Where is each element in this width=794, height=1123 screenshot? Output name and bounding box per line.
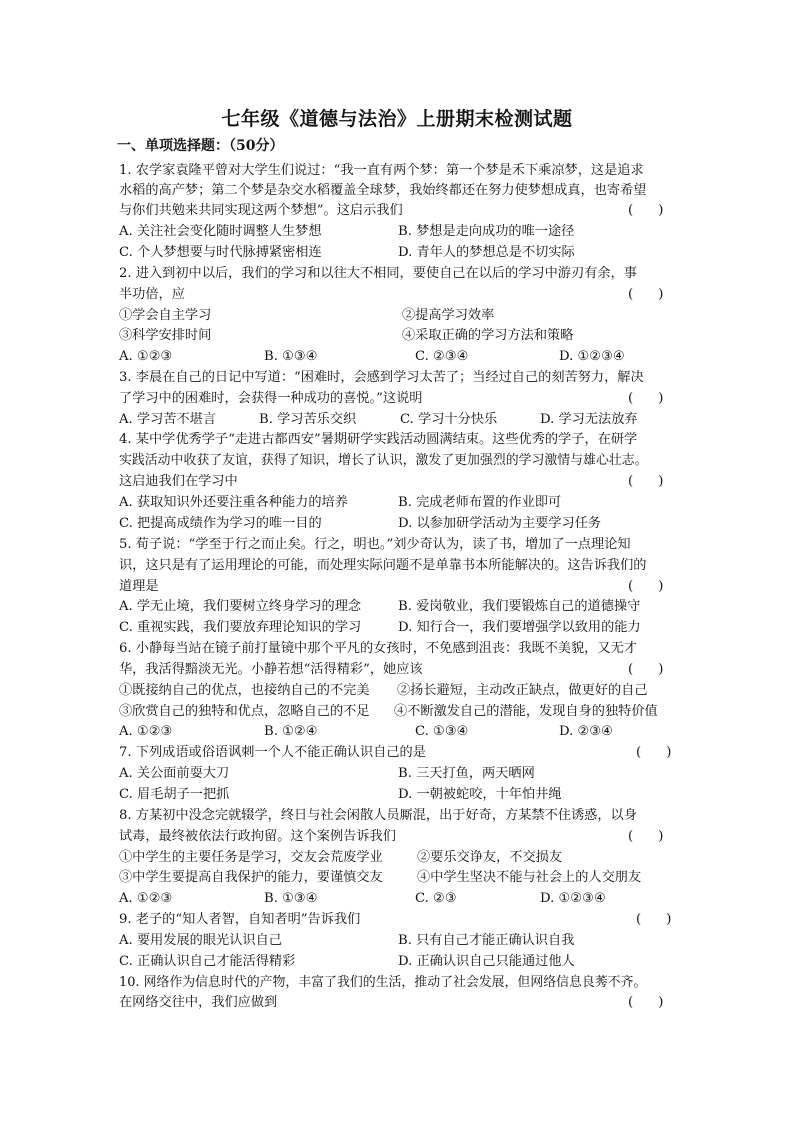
statement-1: ①既接纳自己的优点，也接纳自己的不完美: [119, 683, 370, 698]
statement-4: ④不断激发自己的潜能，发现自身的独特价值: [394, 704, 658, 719]
question-10-line: 在网络交往中，我们应做到: [119, 995, 278, 1010]
statement-4: ④中学生坚决不能与社会上的人交朋友: [417, 870, 642, 885]
question-2-line: 半功倍，应: [119, 287, 185, 302]
statement-2: ②要乐交诤友，不交损友: [417, 850, 563, 865]
option-b: B. 梦想是走向成功的唯一途径: [398, 224, 575, 239]
question-1-line: 与你们共勉来共同实现这两个梦想”。这启示我们: [119, 203, 403, 218]
option-c: C. 个人梦想要与时代脉搏紧密相连: [119, 245, 322, 260]
answer-blank: ( ): [636, 745, 672, 760]
option-a: A. 获取知识外还要注重各种能力的培养: [119, 495, 348, 510]
answer-blank: ( ): [628, 474, 664, 489]
statement-1: ①学会自主学习: [119, 308, 212, 323]
option-b: B. ①③④: [264, 349, 318, 364]
question-7-line: 7. 下列成语或俗语讽刺一个人不能正确认识自己的是: [119, 745, 426, 760]
question-8-line: 试毒，最终被依法行政拘留。这个案例告诉我们: [119, 829, 396, 844]
option-a: A. ①②③: [119, 891, 173, 906]
statement-4: ④采取正确的学习方法和策略: [402, 328, 574, 343]
option-d: D. 学习无法放弃: [540, 412, 638, 427]
option-d: D. 知行合一，我们要增强学以致用的能力: [398, 620, 641, 635]
option-d: D. 以参加研学活动为主要学习任务: [398, 516, 602, 531]
answer-blank: ( ): [636, 912, 672, 927]
option-a: A. 学习苦不堪言: [119, 412, 217, 427]
answer-blank: ( ): [628, 203, 664, 218]
statement-3: ③欣赏自己的独特和优点，忽略自己的不足: [119, 704, 370, 719]
question-3-line: 3. 李晨在自己的日记中写道：“困难时，会感到学习太苦了；当经过自己的刻苦努力，解决: [119, 370, 644, 385]
section-heading: 一、单项选择题：（50分）: [117, 138, 284, 154]
question-5-line: 识，这只是有了运用理论的可能，而处理实际问题不是单靠书本所能解决的。这告诉我们的: [119, 558, 647, 573]
option-b: B. 三天打鱼，两天晒网: [398, 766, 535, 781]
option-b: B. 爱岗敬业，我们要锻炼自己的道德操守: [398, 599, 641, 614]
option-a: A. ①②③: [119, 724, 173, 739]
answer-blank: ( ): [628, 829, 664, 844]
question-5-line: 5. 荀子说：“学至于行之而止矣。行之，明也。”刘少奇认为，读了书，增加了一点理论知: [119, 537, 631, 552]
statement-2: ②扬长避短，主动改正缺点，做更好的自己: [397, 683, 648, 698]
option-b: B. 学习苦乐交织: [259, 412, 357, 427]
answer-blank: ( ): [628, 579, 664, 594]
page-title: 七年级《道德与法治》上册期末检测试题: [221, 108, 573, 130]
statement-2: ②提高学习效率: [402, 308, 495, 323]
option-a: A. 要用发展的眼光认识自己: [119, 933, 282, 948]
option-d: D. 青年人的梦想总是不切实际: [398, 245, 575, 260]
question-2-line: 2. 进入到初中以后，我们的学习和以往大不相同，要使自己在以后的学习中游刃有余，事: [119, 266, 637, 281]
answer-blank: ( ): [628, 391, 664, 406]
option-a: A. 关注社会变化随时调整人生梦想: [119, 224, 322, 239]
option-b: B. ①③④: [264, 891, 318, 906]
question-10-line: 10. 网络作为信息时代的产物，丰富了我们的生活，推动了社会发展，但网络信息良莠不齐。: [119, 975, 647, 990]
question-6-line: 6. 小静每当站在镜子前打量镜中那个平凡的女孩时，不免感到沮丧：我既不美貌，又无才: [119, 641, 637, 656]
question-6-line: 华，我活得黯淡无光。小静若想“活得精彩”，她应该: [119, 662, 423, 677]
statement-3: ③科学安排时间: [119, 328, 212, 343]
option-c: C. ②③: [415, 891, 457, 906]
option-a: A. 关公面前耍大刀: [119, 766, 230, 781]
answer-blank: ( ): [628, 662, 664, 677]
option-a: A. ①②③: [119, 349, 173, 364]
option-c: C. 眉毛胡子一把抓: [119, 787, 230, 802]
option-d: D. ②③④: [559, 724, 613, 739]
option-b: B. 完成老师布置的作业即可: [398, 495, 562, 510]
option-b: B. ①②④: [264, 724, 318, 739]
question-1-line: 水稻的高产梦；第二个梦是杂交水稻覆盖全球梦，我始终都还在努力使梦想成真，也寄希望: [119, 183, 647, 198]
statement-1: ①中学生的主要任务是学习，交友会荒废学业: [119, 850, 383, 865]
question-8-line: 8. 方某初中没念完就辍学，终日与社会闲散人员厮混，出于好奇，方某禁不住诱惑，以身: [119, 808, 637, 823]
option-a: A. 学无止境，我们要树立终身学习的理念: [119, 599, 362, 614]
question-3-line: 了学习中的困难时，会获得一种成功的喜悦。”这说明: [119, 391, 423, 406]
question-9-line: 9. 老子的“知人者智，自知者明”告诉我们: [119, 912, 361, 927]
option-c: C. 学习十分快乐: [400, 412, 498, 427]
option-c: C. ①③④: [415, 724, 469, 739]
option-d: D. 正确认识自己只能通过他人: [398, 954, 575, 969]
option-d: D. 一朝被蛇咬，十年怕井绳: [398, 787, 562, 802]
answer-blank: ( ): [628, 995, 664, 1010]
option-c: C. 把提高成绩作为学习的唯一目的: [119, 516, 322, 531]
option-c: C. 重视实践，我们要放弃理论知识的学习: [119, 620, 362, 635]
question-4-line: 4. 某中学优秀学子“走进古都西安”暑期研学实践活动圆满结束。这些优秀的学子，在研学: [119, 432, 638, 447]
option-d: D. ①②③④: [540, 891, 606, 906]
question-4-line: 实践活动中收获了友谊，获得了知识，增长了认识，激发了更加强烈的学习激情与雄心壮志。: [119, 453, 648, 468]
answer-blank: ( ): [628, 287, 664, 302]
question-5-line: 道理是: [119, 579, 159, 594]
question-1-line: 1. 农学家袁隆平曾对大学生们说过：“我一直有两个梦：第一个梦是禾下乘凉梦，这是追求: [119, 163, 644, 178]
statement-3: ③中学生要提高自我保护的能力，要谨慎交友: [119, 870, 383, 885]
question-4-line: 这启迪我们在学习中: [119, 474, 238, 489]
option-b: B. 只有自己才能正确认识自我: [398, 933, 575, 948]
option-c: C. 正确认识自己才能活得精彩: [119, 954, 296, 969]
option-d: D. ①②③④: [559, 349, 625, 364]
option-c: C. ②③④: [415, 349, 469, 364]
